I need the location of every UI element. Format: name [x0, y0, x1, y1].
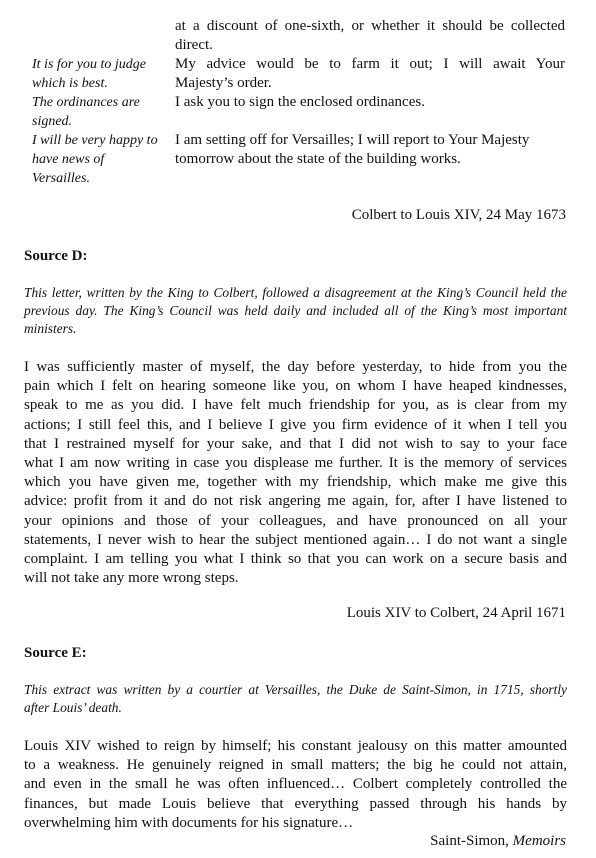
letter-line: I ask you to sign the enclosed ordinances.: [175, 94, 425, 110]
margin-note-line: signed.: [32, 114, 73, 129]
body-line: pain which I felt on hearing someone like you, on whom I have heaped kindnesses,: [24, 378, 567, 395]
margin-note-line: Versailles.: [32, 171, 90, 186]
source-d-intro: [24, 284, 567, 338]
letter-text: [175, 17, 565, 169]
letter-line: I am setting off for Versailles; I will report to Your Majesty: [175, 132, 530, 148]
body-line: I was sufficiently master of myself, the day before yesterday, to hide from you the: [24, 359, 567, 375]
intro-line: previous day. The King’s Council was held daily and included all of the King’s most important: [24, 303, 567, 318]
source-e-attribution: [430, 832, 566, 851]
source-e-body: [24, 737, 567, 833]
source-d-attribution: Louis XIV to Colbert, 24 April 1671: [346, 605, 566, 621]
body-line: speak to me as you did. I have felt much friendship for you, as is clear from my: [24, 397, 567, 414]
body-line: which you have given me, together with my friendship, which make me give this: [24, 474, 567, 491]
body-line: to a weakness. He genuinely reigned in small matters; the big he could not attain,: [24, 757, 567, 774]
intro-line: This extract was written by a courtier at Versailles, the Duke de Saint-Simon, in 1715, shortly: [24, 682, 567, 697]
intro-line: ministers.: [24, 321, 77, 336]
body-line: that I restrained myself for your sake, and that I did not wish to say to your face: [24, 435, 567, 452]
body-line: statements, I never wish to hear the subject mentioned again… I do not want a single: [24, 531, 567, 548]
body-line: and even in the small he was often influenced… Colbert completely controlled the: [24, 776, 567, 793]
intro-line: This letter, written by the King to Colbert, followed a disagreement at the King’s Council held the: [24, 285, 567, 300]
source-d-body: [24, 358, 567, 588]
margin-note-line: I will be very happy to: [32, 133, 158, 148]
margin-note-line: The ordinances are: [32, 95, 140, 110]
body-line: overwhelming him with documents for his signature…: [24, 814, 354, 831]
margin-note-line: have news of: [32, 152, 105, 167]
source-c-attribution: Colbert to Louis XIV, 24 May 1673: [351, 207, 566, 223]
body-line: what I am now writing in case you displease me further. It is the memory of services: [24, 455, 567, 472]
margin-note-line: which is best.: [32, 76, 108, 91]
source-e-heading: Source E:: [24, 645, 87, 661]
letter-line: at a discount of one-sixth, or whether it should be collected: [175, 18, 565, 34]
body-line: your opinions and those of your colleagues, and have pronounced on all your: [24, 512, 567, 529]
letter-line: tomorrow about the state of the building works.: [175, 151, 461, 167]
margin-note-line: It is for you to judge: [32, 57, 146, 72]
intro-line: after Louis’ death.: [24, 700, 122, 715]
attribution-work: Memoirs: [512, 833, 566, 849]
source-e-intro: [24, 681, 567, 717]
attribution-author: Saint-Simon,: [430, 833, 513, 849]
body-line: finances, but made Louis believe that everything passed through his hands by: [24, 795, 567, 812]
body-line: advice: profit from it and do not risk angering me again, for, after I have listened to: [24, 493, 567, 510]
body-line: complaint. I am telling you what I think so that you can work on a secure basis and: [24, 551, 567, 568]
letter-line: Majesty’s order.: [175, 75, 272, 91]
margin-notes: [32, 55, 172, 188]
body-line: will not take any more wrong steps.: [24, 570, 239, 587]
letter-line: My advice would be to farm it out; I will await Your: [175, 56, 565, 72]
body-line: Louis XIV wished to reign by himself; his constant jealousy on this matter amounted: [24, 738, 567, 754]
body-line: actions; I still feel this, and I believe I give you firm evidence of it when I tell you: [24, 416, 567, 433]
source-d-heading: Source D:: [24, 248, 88, 264]
letter-line: direct.: [175, 37, 213, 53]
